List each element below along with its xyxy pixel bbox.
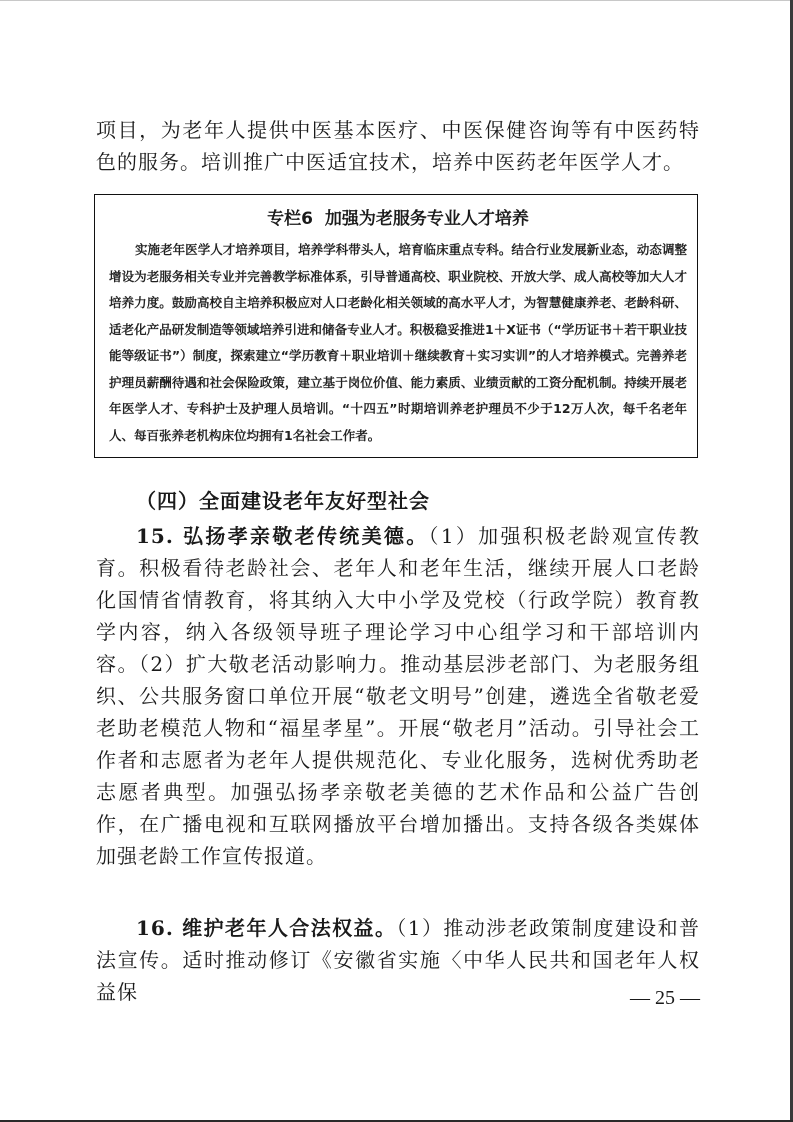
section-heading: （四）全面建设老年友好型社会	[136, 489, 430, 513]
item-16-text: （1）推动涉老政策制度建设和普法宣传。适时推动修订《安徽省实施〈中华人民共和国老年人权益保	[96, 916, 700, 1004]
intro-paragraph: 项目，为老年人提供中医基本医疗、中医保健咨询等有中医药特色的服务。培训推广中医适宜技术，培养中医药老年医学人才。	[96, 118, 700, 174]
page-number: — 25 —	[630, 987, 700, 1009]
column-box-heading: 加强为老服务专业人才培养	[324, 209, 529, 229]
page-top-edge	[0, 0, 793, 1]
item-15-lead: 15. 弘扬孝亲敬老传统美德。	[136, 524, 429, 548]
column-box	[94, 194, 698, 458]
item-16-lead: 16. 维护老年人合法权益。	[136, 916, 397, 940]
item-15-text: （1）加强积极老龄观宣传教育。积极看待老龄社会、老年人和老年生活，继续开展人口老龄化国情省情教育，将其纳入大中小学及党校（行政学院）教育教学内容，纳入各级领导班子理论学习中心组学习和干部培训内容。（2）扩大敬老活动影响力。推动基层涉老部门、为老服务组织、公共服务窗口单位开展“敬老文明号”创建，遴选全省敬老爱老助老模范人物和“福星孝星”。开展“敬老月”活动。引导社会工作者和志愿者为老年人提供规范化、专业化服务，选树优秀助老志愿者典型。加强弘扬孝亲敬老美德的艺术作品和公益广告创作，在广播电视和互联网播放平台增加播出。支持各级各类媒体加强老龄工作宣传报道。	[96, 524, 700, 868]
column-box-label: 专栏6	[267, 209, 313, 229]
column-box-body: 实施老年医学人才培养项目，培养学科带头人，培育临床重点专科。结合行业发展新业态，动态调整增设为老服务相关专业并完善教学标准体系，引导普通高校、职业院校、开放大学、成人高校等加大人才培养力度。鼓励高校自主培养积极应对人口老龄化相关领域的高水平人才，为智慧健康养老、老龄科研、适老化产品研发制造等领域培养引进和储备专业人才。积极稳妥推进1＋X证书（“学历证书＋若干职业技能等级证书”）制度，探索建立“学历教育＋职业培训＋继续教育＋实习实训”的人才培养模式。完善养老护理员薪酬待遇和社会保险政策，建立基于岗位价值、能力素质、业绩贡献的工资分配机制。持续开展老年医学人才、专科护士及护理人员培训。“十四五”时期培训养老护理员不少于12万人次，每千名老年人、每百张养老机构床位均拥有1名社会工作者。	[109, 242, 687, 443]
item-15-paragraph	[96, 520, 700, 872]
column-box-title	[109, 207, 687, 231]
